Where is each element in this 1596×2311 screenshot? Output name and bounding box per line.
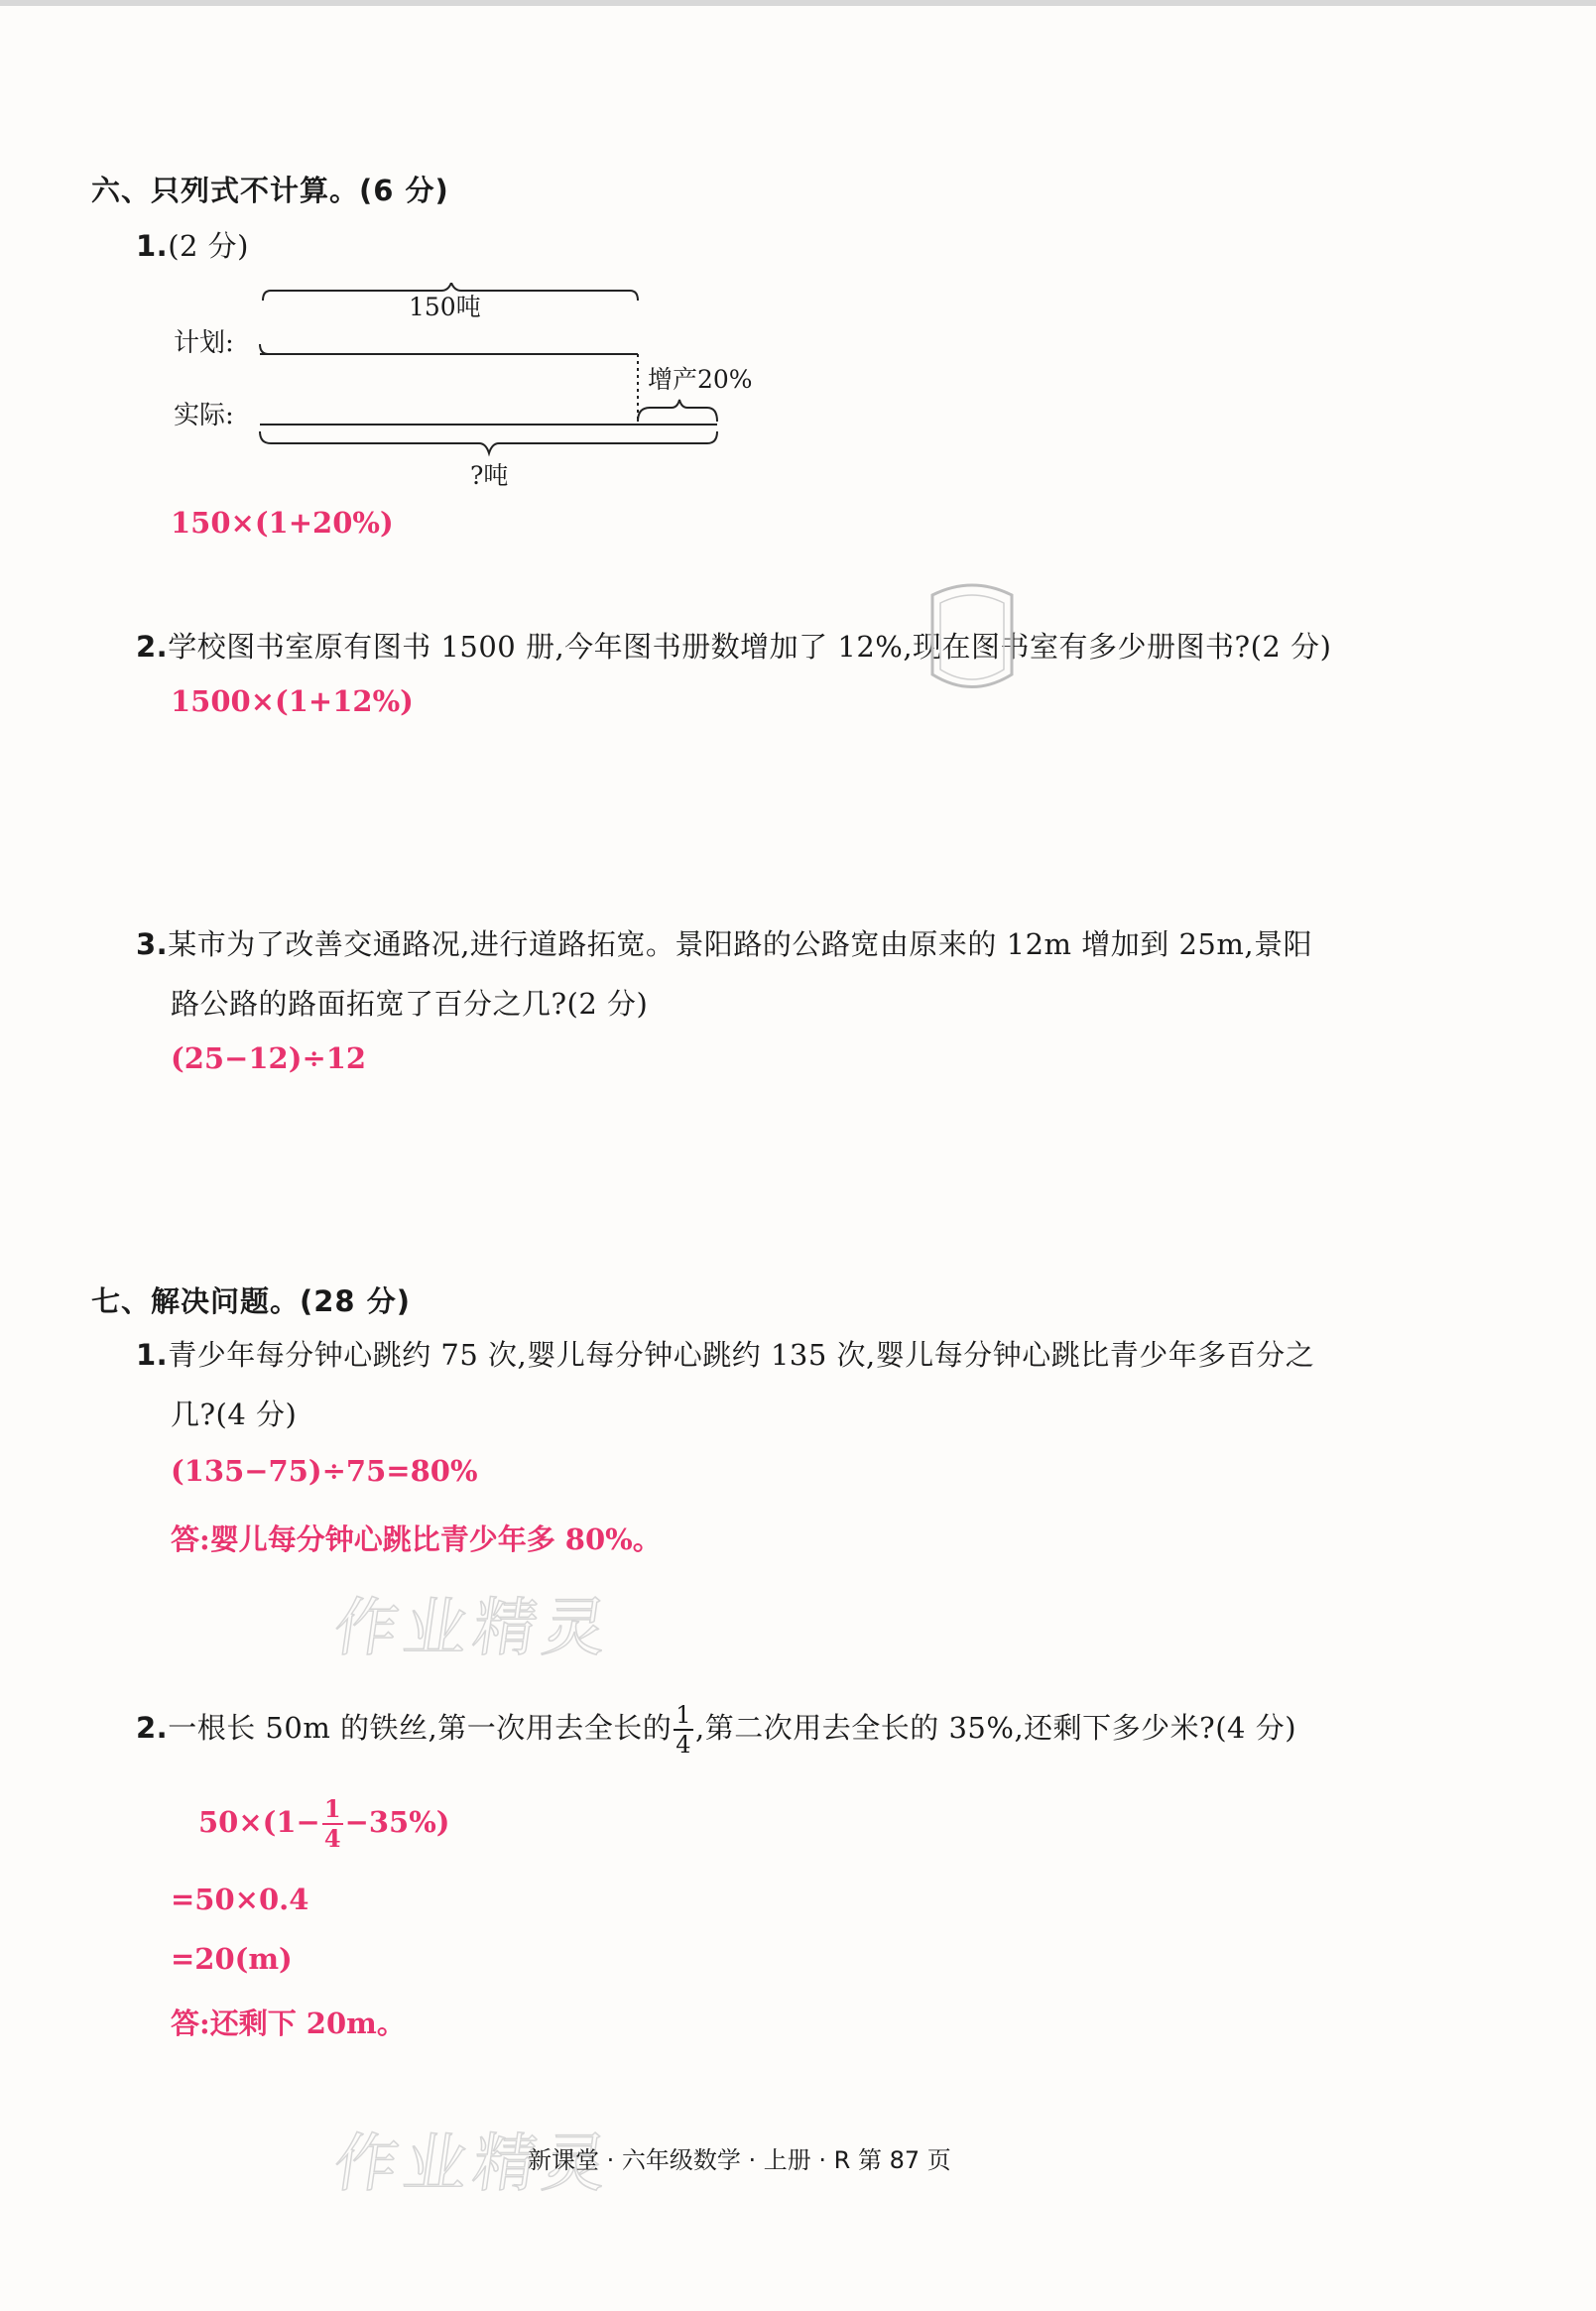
s7-q2-answer-fraction <box>322 1794 343 1853</box>
increase-label: 增产20% <box>648 365 753 394</box>
actual-label: 实际: <box>174 401 234 430</box>
s6-q1-points: (2 分) <box>168 229 250 263</box>
section-7-title: 七、解决问题。(28 分) <box>91 1284 411 1318</box>
s7-q2-answer-frac-num: 1 <box>323 1794 341 1823</box>
s7-question-2 <box>136 1698 1296 1758</box>
s7-q2-answer-a: 50×(1− <box>198 1805 320 1839</box>
s6-question-1 <box>136 216 249 276</box>
s7-q1-answer-line1: (135−75)÷75=80% <box>171 1454 478 1488</box>
s7-q1-number: 1. <box>136 1338 169 1372</box>
s6-question-2 <box>136 617 1331 676</box>
s7-q2-frac-den: 4 <box>675 1731 692 1759</box>
scan-top-edge <box>0 0 1596 6</box>
s7-question-1 <box>136 1325 1315 1431</box>
watermark-bottom: 作业精灵 <box>328 2128 618 2201</box>
s7-q2-frac-num: 1 <box>675 1701 692 1729</box>
s7-q2-answer-frac-den: 4 <box>323 1824 341 1853</box>
watermark-stamp-icon <box>922 575 1022 704</box>
s6-q3-text-line2: 路公路的路面拓宽了百分之几?(2 分) <box>171 987 649 1021</box>
s7-q2-number: 2. <box>136 1711 169 1745</box>
s7-q2-answer-b: −35%) <box>344 1805 450 1839</box>
s7-q1-answer-line2: 答:婴儿每分钟心跳比青少年多 80%。 <box>171 1522 662 1556</box>
s7-q1-text-line1: 青少年每分钟心跳约 75 次,婴儿每分钟心跳约 135 次,婴儿每分钟心跳比青少年多百分之 <box>168 1338 1315 1372</box>
s7-q2-text-a: 一根长 50m 的铁丝,第一次用去全长的 <box>168 1711 673 1745</box>
s6-question-3 <box>136 914 1313 1021</box>
s7-q2-answer-line4: 答:还剩下 20m。 <box>171 2007 406 2040</box>
unknown-amount-label: ?吨 <box>470 461 509 490</box>
s7-q2-fraction <box>674 1703 693 1757</box>
plan-label: 计划: <box>174 328 234 358</box>
s6-q2-text: 学校图书室原有图书 1500 册,今年图书册数增加了 12%,现在图书室有多少册图书?(2 分) <box>168 630 1332 664</box>
s6-q3-text-line1: 某市为了改善交通路况,进行道路拓宽。景阳路的公路宽由原来的 12m 增加到 25m,景阳 <box>168 927 1313 961</box>
s7-q2-answer-line2: =50×0.4 <box>171 1883 309 1916</box>
s7-q2-answer-line3: =20(m) <box>171 1942 293 1976</box>
watermark-mid: 作业精灵 <box>328 1592 618 1665</box>
s7-q1-text-line2: 几?(4 分) <box>171 1398 298 1431</box>
s6-q2-answer: 1500×(1+12%) <box>171 684 414 718</box>
s6-q1-number: 1. <box>136 229 169 263</box>
s6-q1-answer: 150×(1+20%) <box>171 506 394 540</box>
s7-q2-text-b: ,第二次用去全长的 35%,还剩下多少米?(4 分) <box>695 1711 1297 1745</box>
page-footer: 新课堂 · 六年级数学 · 上册 · R 第 87 页 <box>528 2146 951 2174</box>
s6-q2-number: 2. <box>136 630 169 664</box>
s6-q3-answer: (25−12)÷12 <box>171 1041 367 1075</box>
s6-q3-number: 3. <box>136 927 169 961</box>
section-6-title: 六、只列式不计算。(6 分) <box>91 174 449 207</box>
plan-amount-label: 150吨 <box>409 293 481 321</box>
s7-q2-answer-line1 <box>198 1794 450 1853</box>
